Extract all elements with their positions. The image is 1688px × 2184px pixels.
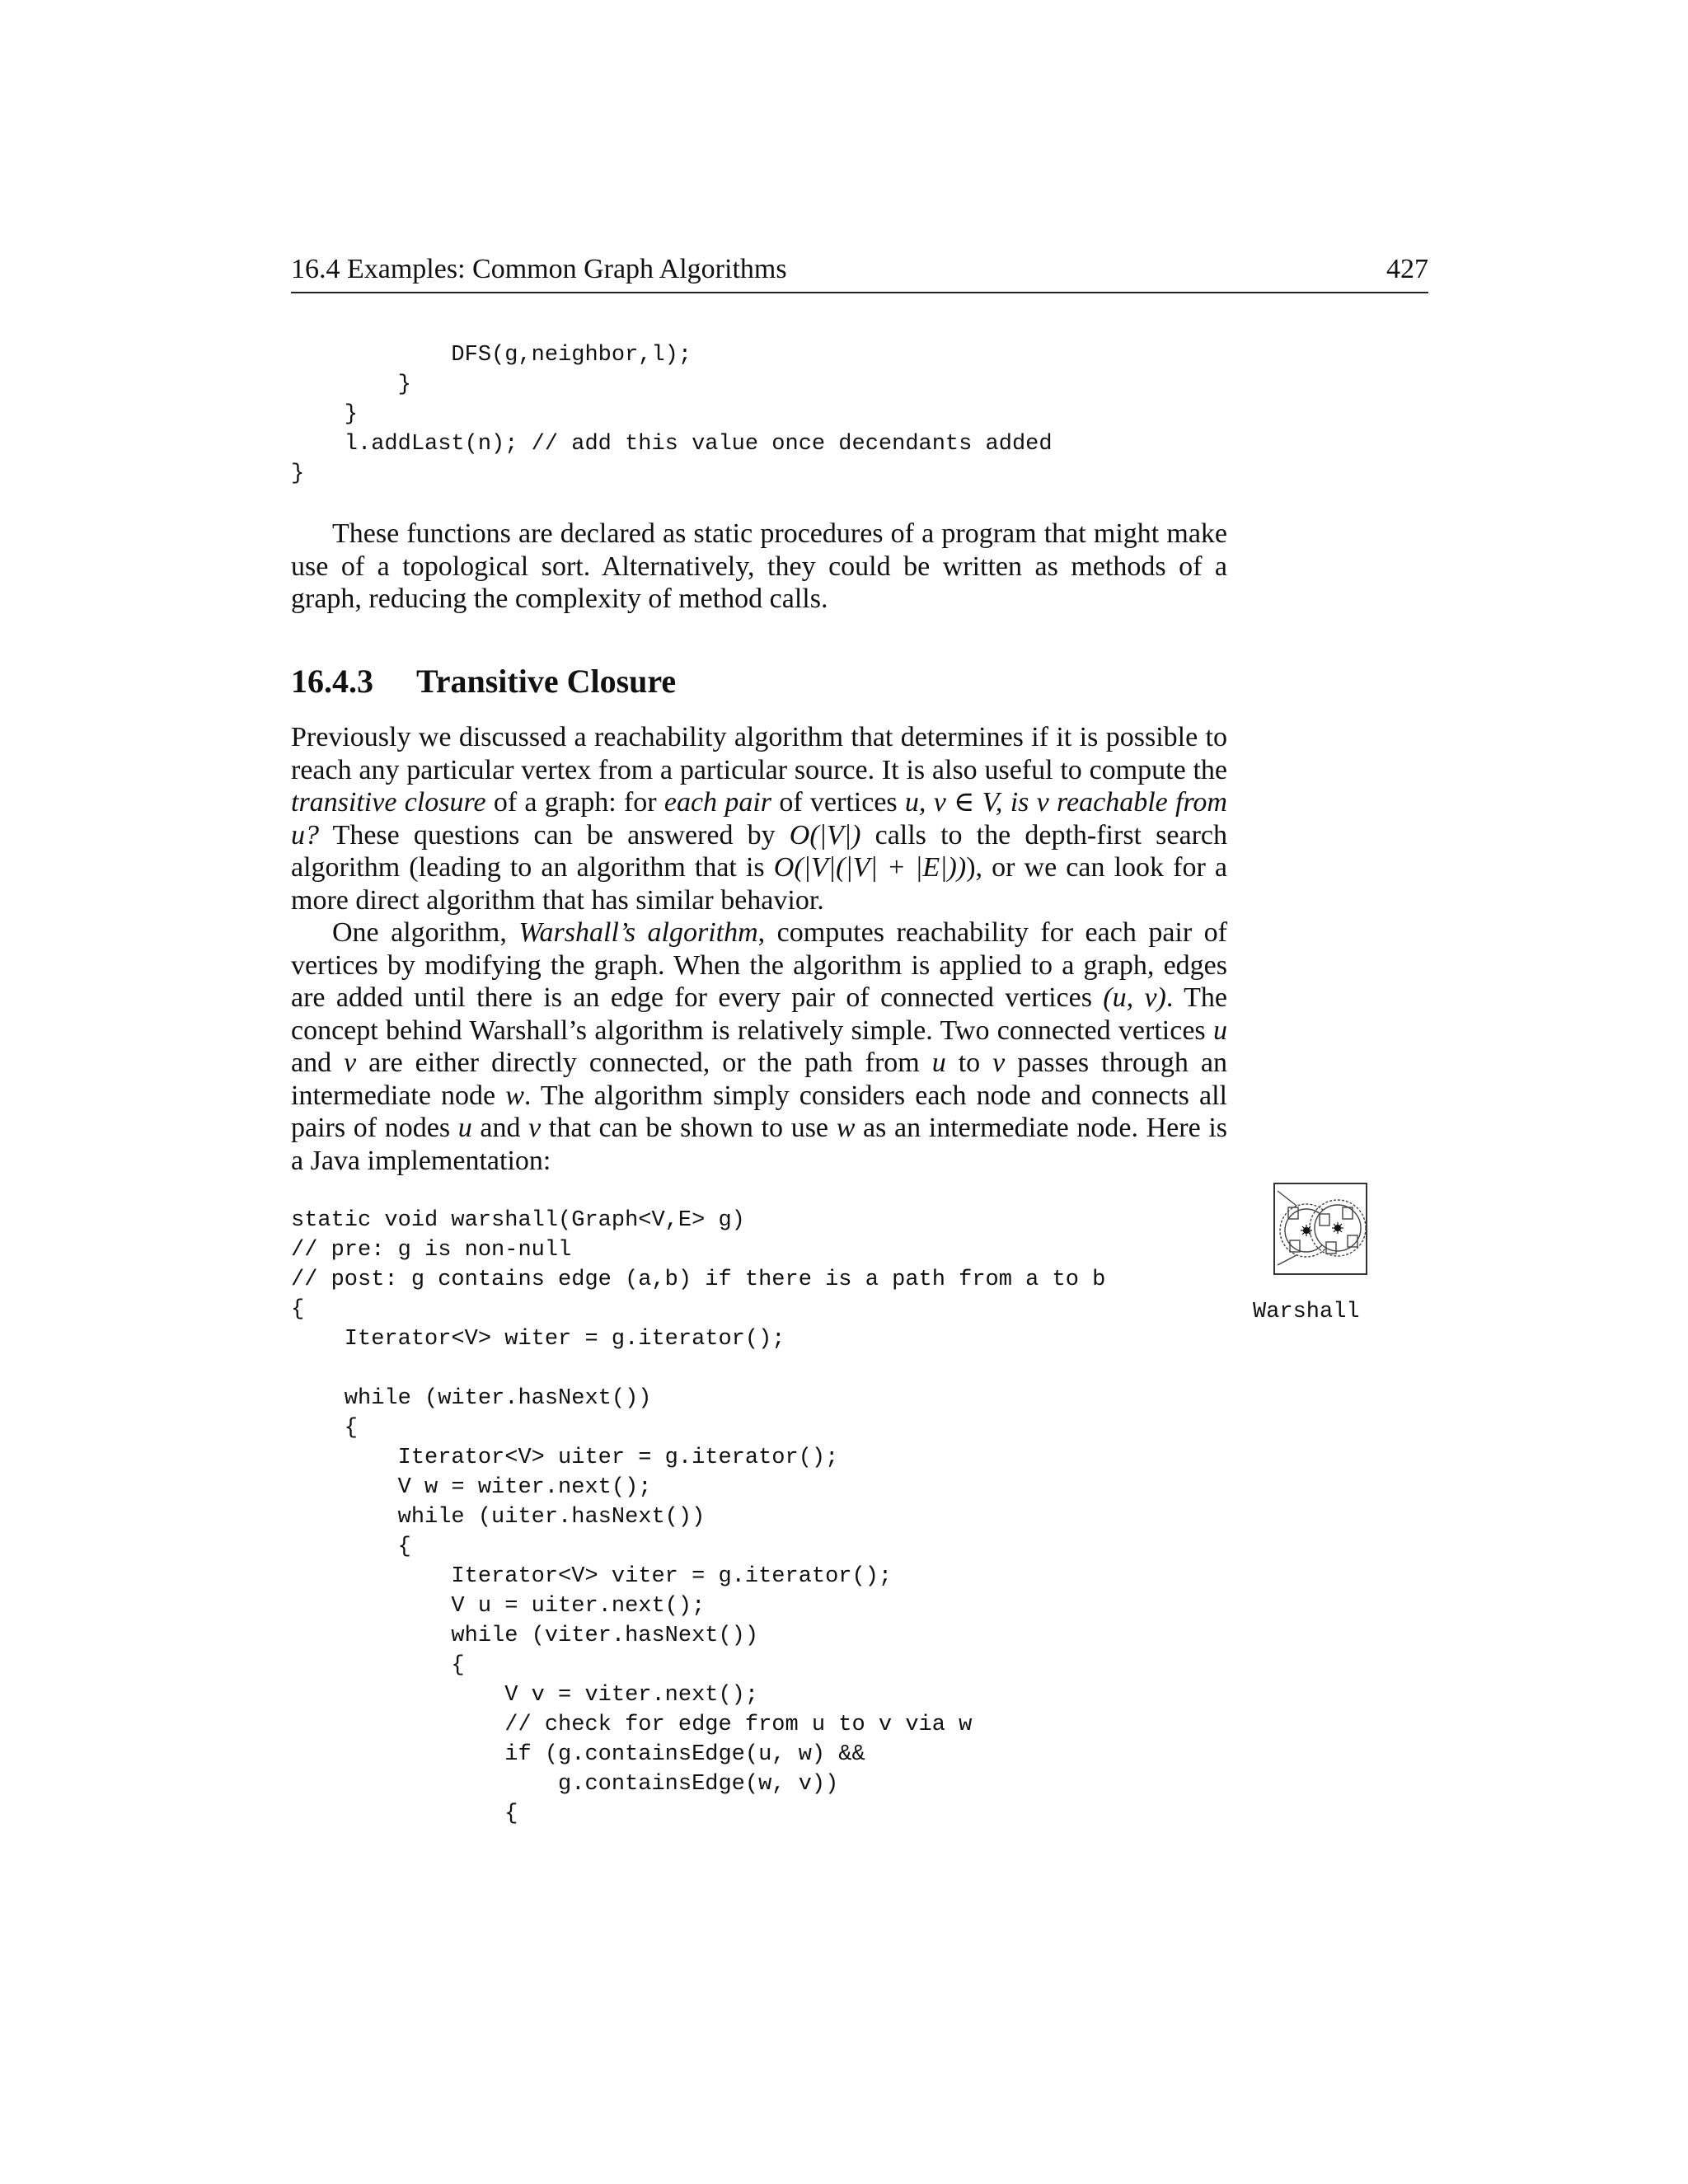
page-number: 427 [1386,254,1428,284]
code-line: V v = viter.next(); [291,1683,759,1708]
code-line: V u = uiter.next(); [291,1594,706,1619]
code-line: { [291,1802,518,1826]
code-line: Iterator<V> viter = g.iterator(); [291,1564,893,1589]
code-line: l.addLast(n); // add this value once decendants added [291,432,1053,457]
code-line: // check for edge from u to v via w [291,1713,973,1737]
paragraph-warshall: One algorithm, Warshall’s algorithm, computes reachability for each pair of vertices by modifying the graph. When the algorithm is applied to a graph, edges are added until there is an edge for every pair of connected vertices (u, v). The concept behind Warshall’s algorithm is relatively simple. Two connected vertices u and v are either directly connected, or the path from u to v passes through an intermediate node w. The algorithm simply considers each node and connects all pairs of nodes u and v that can be shown to use w as an intermediate node. Here is a Java implementation: [291,917,1228,1176]
code-line: Iterator<V> uiter = g.iterator(); [291,1446,839,1470]
code-line: g.containsEdge(w, v)) [291,1772,839,1797]
paragraph-transitive-closure: Previously we discussed a reachability algorithm that determines if it is possible to reach any particular vertex from a particular source. It is also useful to compute the transitive closure of a graph: for each pair of vertices u, v ∈ V, is v reachable from u? These questions can be answered by O(|V|) calls to the depth-first search algorithm (leading to an algorithm that is O(|V|(|V| + |E|))), or we can look for a more direct algorithm that has similar behavior. [291,722,1228,916]
code-line: DFS(g,neighbor,l); [291,343,692,368]
paragraph-static-procedures: These functions are declared as static procedures of a program that might make use of a topological sort. Alternatively, they could be written as methods of a graph, reducing the complexity of method calls. [291,518,1227,614]
code-line: } [291,462,305,486]
code-line: while (witer.hasNext()) [291,1386,652,1411]
section-heading [291,662,676,701]
code-line: { [291,1416,359,1441]
code-line: while (viter.hasNext()) [291,1624,759,1648]
code-line: V w = witer.next(); [291,1475,652,1500]
running-header [291,249,1428,293]
code-line: static void warshall(Graph<V,E> g) [291,1208,745,1233]
code-line: { [291,1653,465,1678]
code-line: { [291,1297,305,1322]
code-line: } [291,373,411,397]
code-line: Iterator<V> witer = g.iterator(); [291,1327,785,1352]
running-header-title: 16.4 Examples: Common Graph Algorithms [291,254,787,284]
code-line: // post: g contains edge (a,b) if there is a path from a to b [291,1268,1106,1292]
code-line: } [291,402,359,427]
section-number: 16.4.3 [291,663,373,700]
code-listing-warshall [291,1206,1105,1829]
code-line: // pre: g is non-null [291,1238,572,1263]
code-listing-top [291,340,1053,489]
code-line: while (uiter.hasNext()) [291,1505,706,1530]
gears-icon [1273,1183,1367,1275]
section-title: Transitive Closure [416,663,677,700]
code-line: { [291,1535,411,1559]
code-line: if (g.containsEdge(u, w) && [291,1742,865,1767]
margin-note-label: Warshall [1253,1300,1360,1324]
